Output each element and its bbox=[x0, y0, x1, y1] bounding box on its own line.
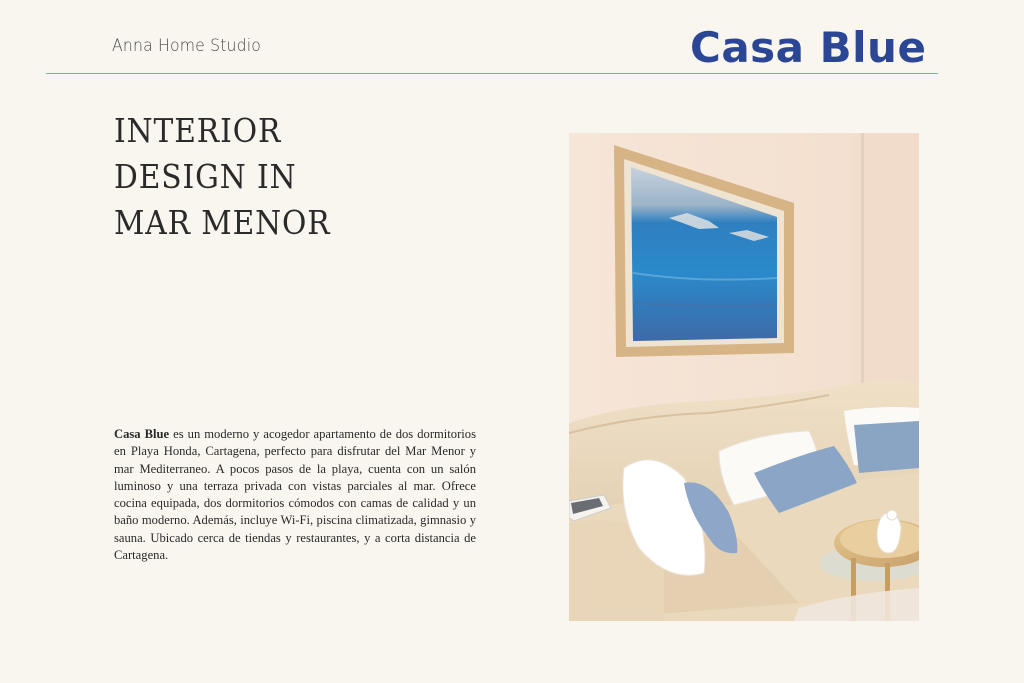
description-text: es un moderno y acogedor apartamento de dos dormitorios en Playa Honda, Cartagena, perfecto para disfrutar del Mar Menor y mar Mediterraneo. A pocos pasos de la playa, cuenta con un salón luminoso y una terraza privada con vistas parciales al mar. Ofrece cocina equipada, dos dormitorios cómodos con camas de calidad y un baño moderno. Además, incluye Wi-Fi, piscina climatizada, gimnasio y sauna. Ubicado cerca de tiendas y restaurantes, y a corta distancia de Cartagena. bbox=[114, 427, 476, 563]
header-divider bbox=[46, 73, 938, 74]
living-room-photo bbox=[569, 133, 919, 621]
page-title bbox=[114, 108, 355, 246]
living-room-illustration bbox=[569, 133, 919, 621]
title-line-3: MAR MENOR bbox=[114, 203, 331, 242]
title-line-2: DESIGN IN bbox=[114, 157, 297, 196]
description-paragraph bbox=[114, 426, 476, 564]
description-bold: Casa Blue bbox=[114, 427, 170, 441]
studio-name: Anna Home Studio bbox=[112, 36, 261, 56]
brand-logo: Casa Blue bbox=[690, 23, 927, 72]
title-line-1: INTERIOR bbox=[114, 111, 282, 150]
